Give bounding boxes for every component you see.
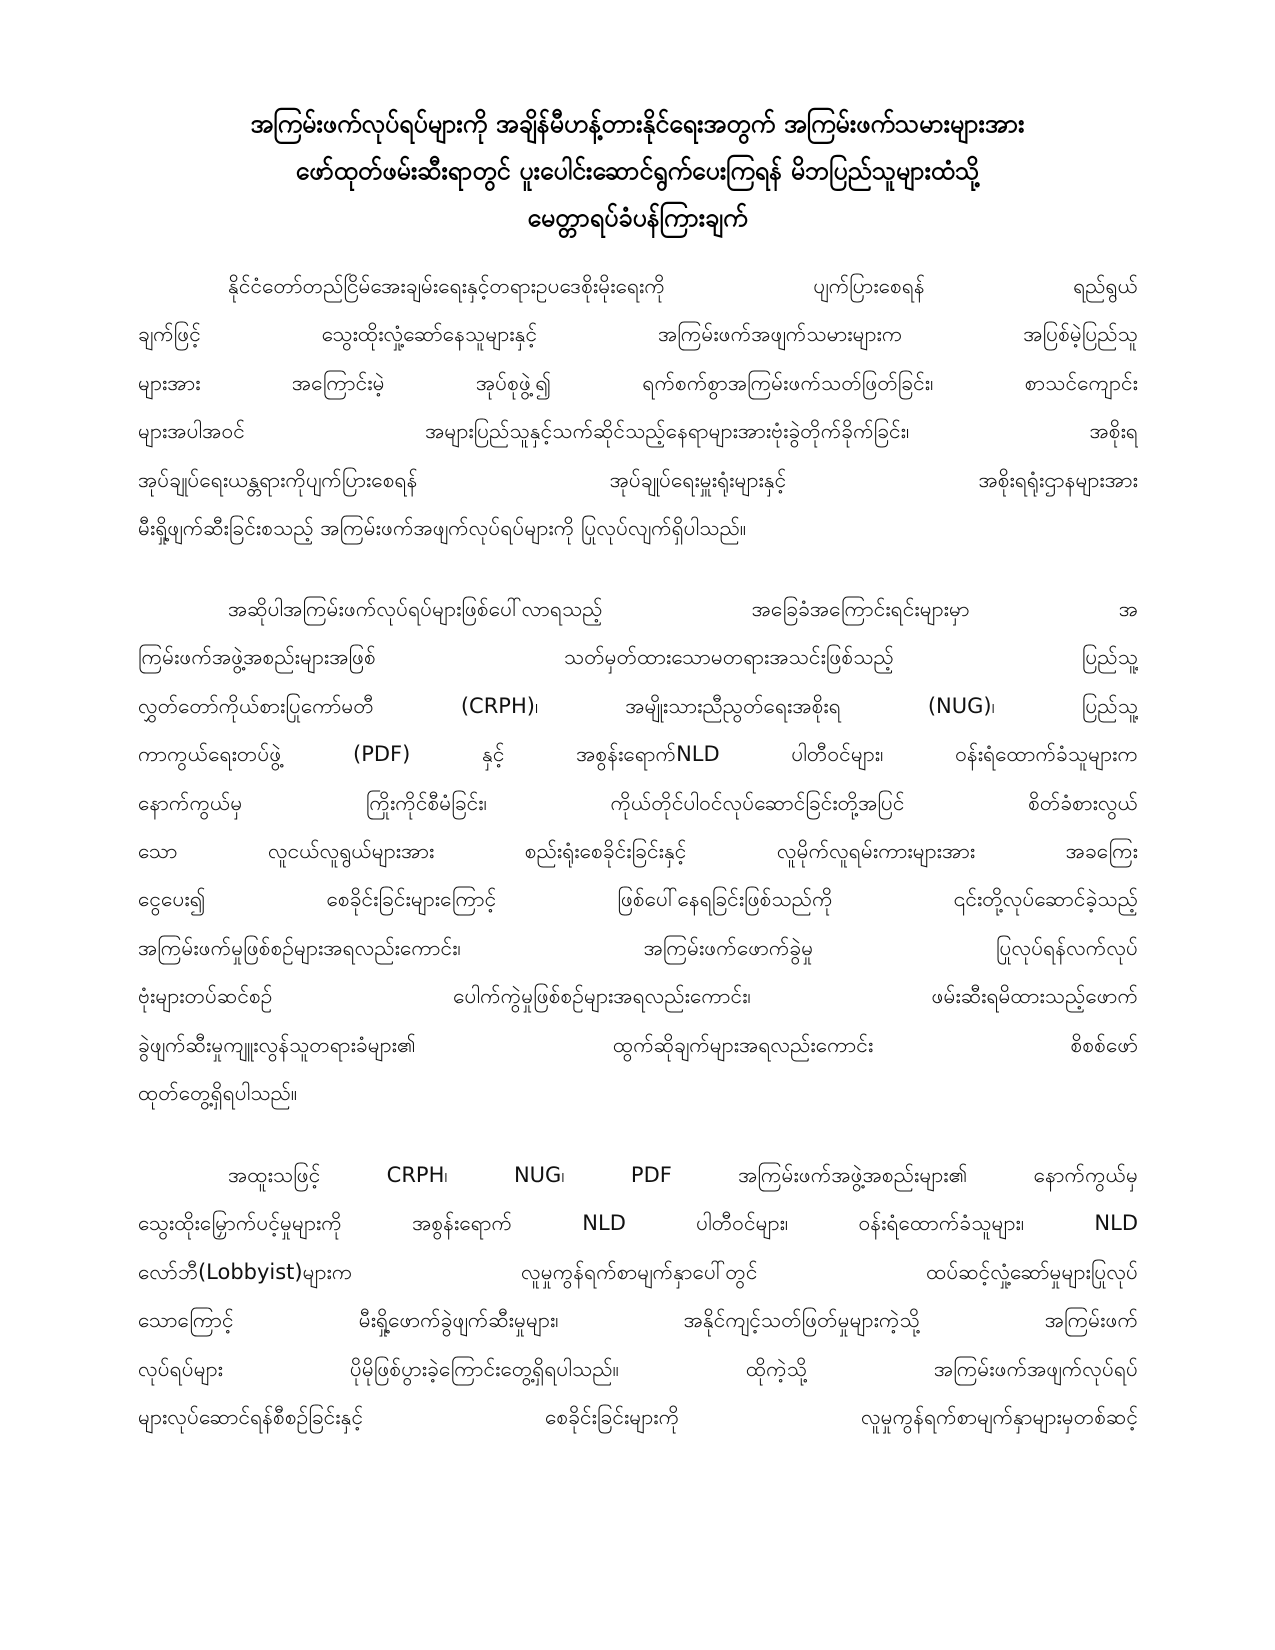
text-line: အကြမ်းဖက်မှုဖြစ်စဉ်များအရလည်းကောင်း၊ အကြမ်းဖက်ဖောက်ခွဲမှု ပြုလုပ်ရန်လက်လုပ်: [138, 935, 1138, 960]
title-line: ဖော်ထုတ်ဖမ်းဆီးရာတွင် ပူးပေါင်းဆောင်ရွက်ပေးကြရန် မိဘပြည်သူများထံသို့: [295, 156, 980, 185]
text-line: လော်ဘီ(Lobbyist)များက လူမှုကွန်ရက်စာမျက်နှာပေါ်တွင် ထပ်ဆင့်လှုံ့ဆော်မှုများပြုလုပ်: [138, 1259, 1138, 1284]
text-line: အဆိုပါအကြမ်းဖက်လုပ်ရပ်များဖြစ်ပေါ်လာရသည့် အခြေခံအကြောင်းရင်းများမှာ အ: [228, 597, 1138, 621]
text-line: ထုတ်တွေ့ရှိရပါသည်။: [138, 1080, 298, 1105]
text-line: မီးရှို့ဖျက်ဆီးခြင်းစသည့် အကြမ်းဖက်အဖျက်လုပ်ရပ်များကို ပြုလုပ်လျက်ရှိပါသည်။: [138, 515, 747, 540]
text-line: လုပ်ရပ်များ ပိုမိုဖြစ်ပွားခဲ့ကြောင်းတွေ့ရှိရပါသည်။ ထိုကဲ့သို့ အကြမ်းဖက်အဖျက်လုပ်ရပ်: [138, 1356, 1138, 1381]
paragraph-1: [138, 262, 1138, 552]
paragraph-3: [138, 1151, 1138, 1441]
title-line: မေတ္တာရပ်ခံပန်ကြားချက်: [527, 203, 748, 232]
title-line: အကြမ်းဖက်လုပ်ရပ်များကို အချိန်မီဟန့်တားနိုင်ရေးအတွက် အကြမ်းဖက်သမားများအား: [250, 109, 1025, 138]
text-line: သောကြောင့် မီးရှို့ဖောက်ခွဲဖျက်ဆီးမှုများ၊ အနိုင်ကျင့်သတ်ဖြတ်မှုများကဲ့သို့ အကြမ်းဖက်: [138, 1308, 1138, 1333]
text-line: သော လူငယ်လူရွယ်များအား စည်းရုံးစေခိုင်းခြင်းနှင့် လူမိုက်လူရမ်းကားများအား အခကြေး: [138, 838, 1138, 863]
text-line: ဗုံးများတပ်ဆင်စဉ် ပေါက်ကွဲမှုဖြစ်စဉ်များအရလည်းကောင်း၊ ဖမ်းဆီးရမိထားသည့်ဖောက်: [138, 984, 1138, 1009]
text-line: လွှတ်တော်ကိုယ်စားပြုကော်မတီ (CRPH)၊ အမျိုးသားညီညွတ်ရေးအစိုးရ (NUG)၊ ပြည်သူ့: [138, 693, 1138, 718]
text-line: အုပ်ချုပ်ရေးယန္တရားကိုပျက်ပြားစေရန် အုပ်ချုပ်ရေးမှူးရုံးများနှင့် အစိုးရရုံးဌာနများအား: [138, 467, 1138, 492]
text-line: များအပါအဝင် အများပြည်သူနှင့်သက်ဆိုင်သည့်နေရာများအားဗုံးခွဲတိုက်ခိုက်ခြင်း၊ အစိုးရ: [138, 419, 1138, 444]
text-line: ကာကွယ်ရေးတပ်ဖွဲ့ (PDF) နှင့် အစွန်းရောက်NLD ပါတီဝင်များ၊ ဝန်းရံထောက်ခံသူများက: [138, 742, 1138, 767]
text-line: နောက်ကွယ်မှ ကြိုးကိုင်စီမံခြင်း၊ ကိုယ်တိုင်ပါဝင်လုပ်ဆောင်ခြင်းတို့အပြင် စိတ်ခံစားလွယ်: [138, 790, 1138, 815]
text-line: ငွေပေး၍ စေခိုင်းခြင်းများကြောင့် ဖြစ်ပေါ်နေရခြင်းဖြစ်သည်ကို ၎င်းတို့လုပ်ဆောင်ခဲ့သည့်: [138, 887, 1138, 912]
paragraph-2: [138, 585, 1138, 1117]
text-line: များလုပ်ဆောင်ရန်စီစဉ်ခြင်းနှင့် စေခိုင်းခြင်းများကို လူမှုကွန်ရက်စာမျက်နှာများမှတစ်ဆင့်: [138, 1404, 1138, 1429]
text-line: အထူးသဖြင့် CRPH၊ NUG၊ PDF အကြမ်းဖက်အဖွဲ့အစည်းများ၏ နောက်ကွယ်မှ: [228, 1163, 1138, 1187]
text-line: ကြမ်းဖက်အဖွဲ့အစည်းများအဖြစ် သတ်မှတ်ထားသောမတရားအသင်းဖြစ်သည့် ပြည်သူ့: [138, 645, 1138, 670]
text-line: များအား အကြောင်းမဲ့ အုပ်စုဖွဲ့၍ ရက်စက်စွာအကြမ်းဖက်သတ်ဖြတ်ခြင်း၊ စာသင်ကျောင်း: [138, 370, 1138, 395]
document-title: [120, 100, 1155, 241]
text-line: သွေးထိုးမြှောက်ပင့်မှုများကို အစွန်းရောက် NLD ပါတီဝင်များ၊ ဝန်းရံထောက်ခံသူများ၊ NLD: [138, 1211, 1138, 1236]
text-line: ခွဲဖျက်ဆီးမှုကျူးလွန်သူတရားခံများ၏ ထွက်ဆိုချက်များအရလည်းကောင်း စိစစ်ဖော်: [138, 1032, 1138, 1057]
text-line: ချက်ဖြင့် သွေးထိုးလှုံ့ဆော်နေသူများနှင့် အကြမ်းဖက်အဖျက်သမားများက အပြစ်မဲ့ပြည်သူ: [138, 322, 1138, 347]
text-line: နိုင်ငံတော်တည်ငြိမ်အေးချမ်းရေးနှင့်တရားဥပဒေစိုးမိုးရေးကို ပျက်ပြားစေရန် ရည်ရွယ်: [228, 274, 1138, 298]
